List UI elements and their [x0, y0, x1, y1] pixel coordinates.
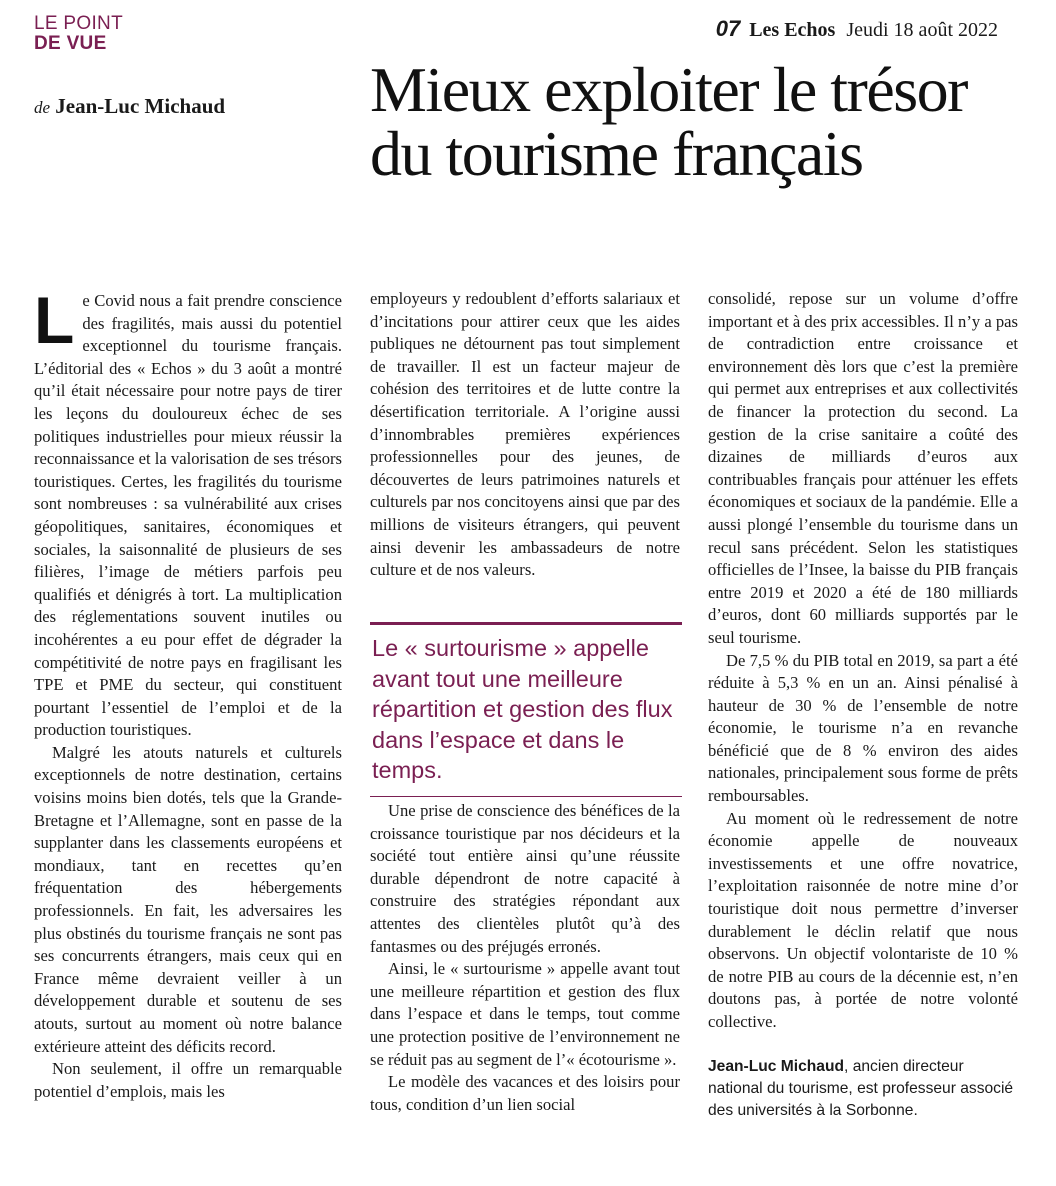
- article-paragraph: Malgré les atouts naturels et culturels exceptionnels de notre destination, certains voisins moins bien dotés, tels que la Grande-Bretagne et l’Allemagne, sont en passe de la supplanter dans les classements européens et mondiaux, tant en recettes qu’en fréquentation des hébergements professionnels. En fait, les adversaires les plus obstinés du tourisme français ne sont pas ses concurrents étrangers, mais ceux qui en France même devraient veiller à un développement durable et soutenu de ses atouts, surtout au moment où notre balance extérieure atteint des déficits record.: [34, 742, 342, 1056]
- article-column-2: [370, 288, 680, 582]
- publication-name: Les Echos: [749, 19, 836, 41]
- pull-quote: Le « surtourisme » appelle avant tout une meilleure répartition et gestion des flux dans l’espace et dans le temps.: [370, 622, 682, 797]
- byline-author: Jean-Luc Michaud: [55, 94, 226, 118]
- drop-cap: L: [34, 283, 75, 357]
- article-paragraph: De 7,5 % du PIB total en 2019, sa part a été réduite à 5,3 % en un an. Ainsi pénalisé à hauteur de 30 % de l’ensemble de notre économie, le tourisme n’a en revanche bénéficié que de 8 % environ des aides nationales, principalement sous forme de prêts remboursables.: [708, 650, 1018, 806]
- author-bio-text: , ancien directeur national du tourisme, est professeur associé des universités à la Sorbonne.: [708, 1057, 1014, 1119]
- rubric-line-2: DE VUE: [34, 33, 107, 54]
- author-bio: [708, 1056, 1018, 1122]
- article-paragraph: Non seulement, il offre un remarquable potentiel d’emplois, mais les: [34, 1059, 342, 1101]
- page-folio: [716, 16, 998, 42]
- page-number: 07: [715, 16, 741, 41]
- article-paragraph: consolidé, repose sur un volume d’offre important et à des prix accessibles. Il n’y a pas de contradiction entre croissance et environnement dès lors que c’est la première qui permet aux entreprises et aux collectivités de financer la protection du second. La gestion de la crise sanitaire a coûté des dizaines de milliards d’euros aux contribuables français pour atténuer les effets économiques et sociaux de la pandémie. Elle a aussi plongé l’ensemble du tourisme dans un recul sans précédent. Selon les statistiques officielles de l’Insee, la baisse du PIB français entre 2019 et 2020 a été de 180 milliards d’euros, dont 60 milliards supportés par le seul tourisme.: [708, 289, 1018, 647]
- section-rubric: [34, 14, 123, 54]
- article-column-2-continued: [370, 800, 680, 1116]
- article-paragraph: employeurs y redoublent d’efforts salariaux et d’incitations pour attirer ceux que les aides publiques ne détournent pas tout simplement de travailler. Il est un facteur majeur de cohésion des territoires et de lutte contre la désertification territoriale. A l’origine aussi d’innombrables premières expériences professionnelles pour des jeunes, de découvertes de leurs patrimoines naturels et culturels par nos concitoyens ainsi que par des millions de visiteurs étrangers, qui peuvent ainsi devenir les ambassadeurs de notre culture et de nos valeurs.: [370, 289, 680, 580]
- rubric-line-1: LE POINT: [34, 13, 123, 34]
- article-paragraph: Une prise de conscience des bénéfices de la croissance touristique par nos décideurs et la société tout entière ainsi qu’une réussite durable dépendront de notre capacité à construire des stratégies répondant aux attentes des clientèles plutôt qu’à des fantasmes ou des préjugés erronés.: [370, 801, 680, 956]
- publication-date: Jeudi 18 août 2022: [846, 19, 998, 41]
- article-paragraph: e Covid nous a fait prendre conscience des fragilités, mais aussi du potentiel exceptionnel du tourisme français. L’éditorial des « Echos » du 3 août a montré qu’il était nécessaire pour notre pays de tirer les leçons du douloureux échec de ses politiques industrielles pour mieux réussir la reconnaissance et la valorisation de ses trésors touristiques. Certes, les fragilités du tourisme sont nombreuses : sa vulnérabilité aux crises géopolitiques, sanitaires, économiques et sociales, la saisonnalité de plusieurs de ses filières, l’image de métiers parfois peu qualifiés et dénigrés à tort. La multiplication des réglementations souvent inutiles ou incohérentes a eu pour effet de dégrader la compétitivité de notre pays en fragilisant les TPE et PME du secteur, qui constituent pourtant l’essentiel de l’emploi et de la production touristiques.: [34, 291, 342, 740]
- article-column-1: [34, 283, 342, 1103]
- article-paragraph: Au moment où le redressement de notre économie appelle de nouveaux investissements et une offre novatrice, l’exploitation raisonnée de notre mine d’or touristique doit nous permettre d’inverser durablement le déclin relatif que nous observons. Un objectif volontariste de 10 % de notre PIB au cours de la décennie est, n’en doutons pas, à portée de notre volonté collective.: [708, 808, 1018, 1031]
- byline: [34, 94, 225, 119]
- article-paragraph: Le modèle des vacances et des loisirs pour tous, condition d’un lien social: [370, 1072, 680, 1114]
- article-column-3: [708, 288, 1018, 1122]
- author-bio-name: Jean-Luc Michaud: [708, 1057, 845, 1075]
- byline-prefix: de: [34, 98, 51, 117]
- headline: Mieux exploiter le trésor du tourisme français: [370, 54, 967, 189]
- article-paragraph: Ainsi, le « surtourisme » appelle avant tout une meilleure répartition et gestion des flux dans l’espace et dans le temps, tout comme une protection positive de l’environnement ne se réduit pas au segment de l’« écotourisme ».: [370, 959, 680, 1069]
